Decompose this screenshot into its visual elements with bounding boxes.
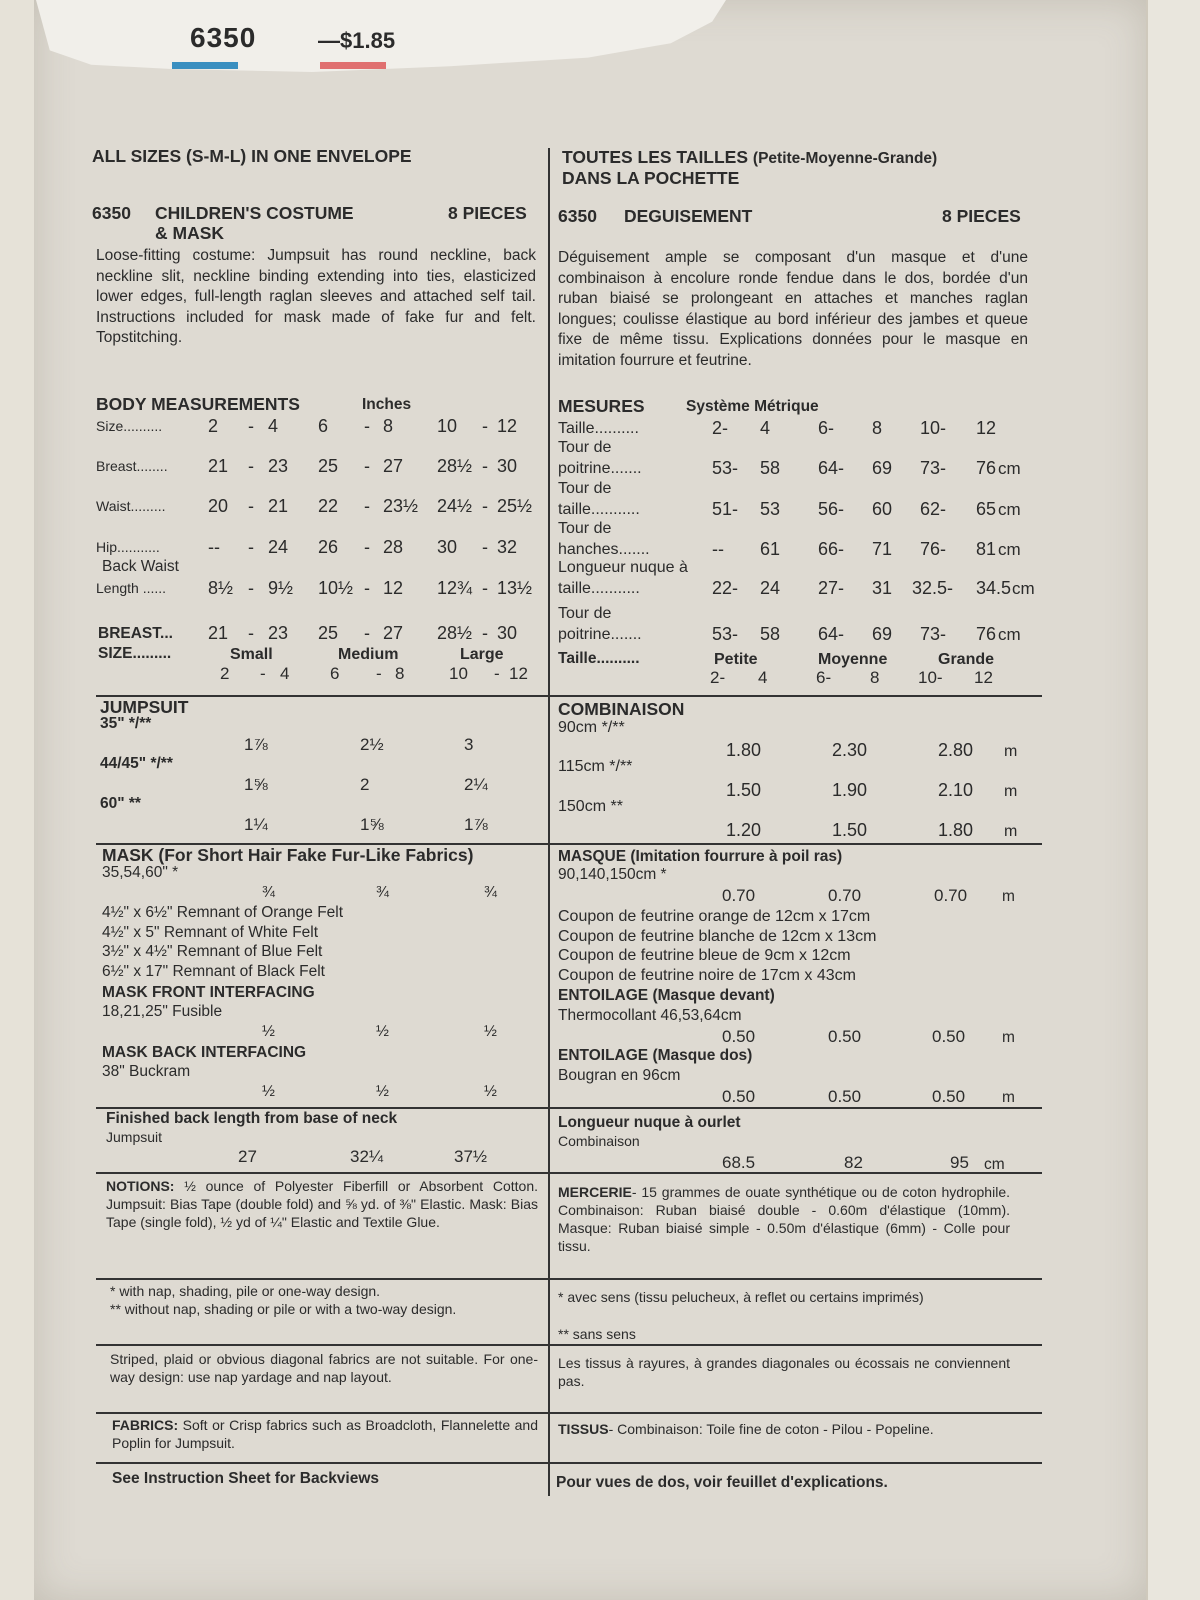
mesures-system: Système Métrique	[686, 398, 819, 415]
mask-yardage: ¾	[376, 884, 389, 901]
back-waist-label: Back Waist	[102, 558, 179, 575]
jumpsuit-title: JUMPSUIT	[100, 697, 189, 717]
mask-back-label: 38" Buckram	[102, 1063, 191, 1080]
entoilage-front-metrage: 0.50	[828, 1027, 862, 1046]
body-meas-value: -	[248, 456, 254, 476]
body-meas-value: 20	[208, 496, 229, 516]
longueur-title: Longueur nuque à ourlet	[558, 1114, 741, 1131]
right-pieces: 8 PIECES	[942, 206, 1021, 226]
breast-value: 21	[208, 623, 229, 643]
combinaison-metrage: 2.80	[938, 740, 974, 760]
size-value: -	[376, 664, 382, 683]
entoilage-back-metrage: 0.50	[722, 1087, 756, 1106]
body-meas-value: -	[364, 416, 370, 436]
nap-note-1: * with nap, shading, pile or one-way design.	[110, 1283, 381, 1299]
jumpsuit-fabric-label: 60" **	[100, 795, 141, 812]
body-meas-value: 23	[268, 456, 289, 476]
body-measurements-title: BODY MEASUREMENTS	[96, 394, 300, 414]
body-meas-value: 8	[383, 416, 394, 436]
mesure-value: 34.5	[976, 578, 1012, 598]
masque-title: MASQUE (Imitation fourrure à poil ras)	[558, 848, 843, 865]
jumpsuit-yardage: 1⅞	[244, 735, 268, 754]
mesure-value: 24	[760, 578, 781, 598]
mesure-value: 12	[976, 418, 997, 438]
taille-name: Moyenne	[818, 651, 888, 668]
feutrine-coupon: Coupon de feutrine noire de 17cm x 43cm	[558, 966, 856, 984]
mesure-value: 32.5-	[912, 578, 954, 598]
mask-title: MASK (For Short Hair Fake Fur-Like Fabrics)	[102, 845, 474, 865]
rule-see	[96, 1462, 1042, 1464]
masque-metrage: 0.70	[722, 886, 756, 905]
right-title-1a: TOUTES LES TAILLES	[562, 147, 749, 167]
size-name: Large	[460, 646, 504, 663]
mesure-value: 64-	[818, 458, 845, 478]
masque-fabric-label: 90,140,150cm *	[558, 866, 667, 883]
mesure-label-1: Tour de	[558, 480, 612, 497]
entoilage-front-label: Thermocollant 46,53,64cm	[558, 1007, 742, 1024]
tissus-text	[558, 1420, 1010, 1438]
size-name: Small	[230, 646, 273, 663]
felt-remnant: 6½" x 17" Remnant of Black Felt	[102, 962, 325, 980]
mesure-value: 4	[760, 418, 771, 438]
entoilage-front-metrage: 0.50	[932, 1027, 966, 1046]
body-meas-label: Length ......	[96, 580, 167, 596]
striped-note: Striped, plaid or obvious diagonal fabrics are not suitable. For one-way design: use nap yardage and nap layout.	[110, 1351, 538, 1385]
body-meas-value: 27	[383, 456, 404, 476]
body-meas-value: -	[248, 578, 254, 598]
size-value: 2	[220, 664, 230, 683]
left-pattern-name: CHILDREN'S COSTUME	[155, 203, 354, 223]
breast-value: -	[248, 623, 254, 643]
mesure-label-2: poitrine.......	[558, 626, 642, 643]
mesures-title: MESURES	[558, 396, 645, 416]
mesure-value: 73-	[920, 458, 947, 478]
entoilage-back-metrage: 0.50	[932, 1087, 966, 1106]
taille-value: 8	[870, 668, 880, 687]
combinaison-title: COMBINAISON	[558, 699, 685, 719]
combinaison-metrage: 1.50	[832, 820, 868, 840]
fabrics-label: FABRICS:	[112, 1417, 179, 1433]
mesure-label-2: taille...........	[558, 501, 640, 518]
breast-value: -	[482, 623, 488, 643]
mesure-value: 53-	[712, 624, 739, 644]
finished-title: Finished back length from base of neck	[106, 1110, 398, 1127]
left-pieces: 8 PIECES	[448, 203, 527, 223]
combinaison-fabric-label: 115cm */**	[558, 758, 633, 775]
mesure-value: 58	[760, 624, 781, 644]
body-meas-value: 6	[318, 416, 329, 436]
rule-fabrics	[96, 1412, 1042, 1414]
jumpsuit-yardage: 2	[360, 775, 370, 794]
masque-metrage: 0.70	[828, 886, 862, 905]
mesure-value: 81	[976, 539, 997, 559]
size-value: 10	[449, 664, 468, 683]
longueur-value: 82	[844, 1153, 863, 1172]
left-description: Loose-fitting costume: Jumpsuit has round neckline, back neckline slit, neckline binding extending into ties, elasticized lower edges, full-length raglan sleeves and attached self tail. Instructions included for mask made of fake fur and felt. Topstitching.	[96, 247, 536, 346]
mesure-label-2: taille...........	[558, 580, 640, 597]
masque-unit: m	[1002, 888, 1015, 905]
breast-value: -	[364, 623, 370, 643]
mesure-value: --	[712, 539, 724, 559]
body-meas-value: 2	[208, 416, 219, 436]
longueur-value: 68.5	[722, 1153, 756, 1172]
tissus-body: - Combinaison: Toile fine de coton - Pilou - Popeline.	[608, 1421, 934, 1437]
right-description: Déguisement ample se composant d'un masque et d'une combinaison à encolure ronde fendue dans le dos, bordée d'un ruban biaisé se prolongeant en attaches et manches raglan longues; coulisse élastique au bord inférieur des jambes et queue fixe de même tissu. Explications données pour le masque en imitation fourrure et feutrine.	[558, 249, 1028, 369]
finished-length: 27	[238, 1147, 257, 1166]
red-color-bar	[320, 62, 386, 69]
rule-nap	[96, 1278, 1042, 1280]
right-title-1	[562, 147, 937, 169]
fabrics-body: Soft or Crisp fabrics such as Broadcloth, Flannelette and Poplin for Jumpsuit.	[112, 1417, 539, 1451]
body-meas-value: 28½	[437, 456, 473, 476]
mesure-value: 69	[872, 624, 893, 644]
body-meas-value: 25	[318, 456, 339, 476]
jumpsuit-yardage: 1⅝	[244, 775, 268, 794]
body-meas-value: -	[248, 496, 254, 516]
body-meas-value: 30	[437, 537, 458, 557]
mask-yardage: ¾	[484, 884, 497, 901]
breast-value: 25	[318, 623, 339, 643]
body-meas-value: 4	[268, 416, 279, 436]
pattern-number: 6350	[190, 22, 257, 53]
envelope-edge	[1146, 0, 1200, 1600]
finished-length: 37½	[454, 1147, 488, 1166]
body-meas-value: -	[248, 416, 254, 436]
body-meas-value: -	[482, 496, 488, 516]
mesure-unit: cm	[998, 500, 1021, 519]
combinaison-metrage: 1.90	[832, 780, 868, 800]
mesure-label-1: Tour de	[558, 520, 612, 537]
mesure-value: 58	[760, 458, 781, 478]
breast-value: 23	[268, 623, 289, 643]
mask-back-title: MASK BACK INTERFACING	[102, 1044, 307, 1061]
entoilage-back-title: ENTOILAGE (Masque dos)	[558, 1047, 753, 1064]
taille-value: 4	[758, 668, 768, 687]
longueur-unit: cm	[984, 1156, 1005, 1173]
body-meas-value: -	[482, 578, 488, 598]
mesure-value: 76	[976, 624, 997, 644]
jumpsuit-yardage: 1⅞	[464, 815, 488, 834]
body-meas-value: -	[364, 456, 370, 476]
body-meas-value: -	[248, 537, 254, 557]
entoilage-back-metrage: 0.50	[828, 1087, 862, 1106]
right-title-2: DANS LA POCHETTE	[562, 168, 740, 188]
body-meas-value: -	[364, 496, 370, 516]
body-meas-label: Hip...........	[96, 539, 160, 555]
body-meas-value: 12¾	[437, 578, 473, 598]
size-row-label: SIZE.........	[98, 645, 172, 662]
jumpsuit-yardage: 3	[464, 735, 474, 754]
taille-value: 2-	[710, 668, 726, 687]
body-meas-value: -	[364, 578, 370, 598]
taille-value: 6-	[816, 668, 832, 687]
sens-note-2: ** sans sens	[558, 1326, 636, 1342]
mesure-value: 51-	[712, 499, 739, 519]
body-meas-value: 10½	[318, 578, 354, 598]
mesure-value: 31	[872, 578, 893, 598]
mask-front-title: MASK FRONT INTERFACING	[102, 984, 315, 1001]
notions-text	[106, 1177, 538, 1231]
mesure-label-1: Tour de	[558, 439, 612, 456]
voir-feuillet: Pour vues de dos, voir feuillet d'explications.	[556, 1474, 888, 1491]
mesure-value: 6-	[818, 418, 835, 438]
mask-front-yardage: ½	[262, 1023, 275, 1040]
fabrics-text	[112, 1416, 538, 1452]
price: —$1.85	[318, 28, 396, 53]
jumpsuit-fabric-label: 44/45" */**	[100, 755, 173, 772]
body-meas-value: 21	[268, 496, 289, 516]
size-value: 4	[280, 664, 290, 683]
combinaison-metrage: 1.80	[726, 740, 762, 760]
breast-value: 27	[383, 623, 404, 643]
mesure-value: 2-	[712, 418, 729, 438]
body-meas-label: Waist.........	[96, 498, 166, 514]
feutrine-coupon: Coupon de feutrine bleue de 9cm x 12cm	[558, 947, 851, 964]
column-divider	[548, 148, 550, 1496]
body-meas-value: --	[208, 537, 220, 557]
mesure-unit: cm	[1012, 579, 1035, 598]
body-meas-value: 13½	[497, 578, 533, 598]
body-meas-value: 22	[318, 496, 339, 516]
body-meas-value: 32	[497, 537, 518, 557]
body-meas-value: 25½	[497, 496, 533, 516]
combinaison-fabric-label: 150cm **	[558, 798, 623, 815]
body-meas-value: 26	[318, 537, 339, 557]
body-meas-value: 9½	[268, 578, 294, 598]
mesure-value: 76	[976, 458, 997, 478]
left-pattern-name2: & MASK	[155, 223, 225, 243]
blue-color-bar	[172, 62, 238, 69]
body-meas-value: 28	[383, 537, 404, 557]
mask-fabric-label: 35,54,60" *	[102, 864, 179, 881]
mesure-label-1: Longueur nuque à	[558, 559, 688, 576]
body-meas-value: 21	[208, 456, 229, 476]
mesure-value: 73-	[920, 624, 947, 644]
taille-value: 12	[974, 668, 993, 687]
jumpsuit-yardage: 1¼	[244, 815, 268, 834]
mask-front-yardage: ½	[484, 1023, 497, 1040]
size-value: 6	[330, 664, 340, 683]
mesure-unit: cm	[998, 459, 1021, 478]
mesure-value: 10-	[920, 418, 947, 438]
right-pattern-no: 6350	[558, 206, 597, 226]
combinaison-unit: m	[1004, 743, 1018, 760]
mesure-value: 27-	[818, 578, 845, 598]
mesure-value: 53-	[712, 458, 739, 478]
entoilage-back-unit: m	[1002, 1089, 1015, 1106]
body-meas-value: 10	[437, 416, 458, 436]
mesure-label-1: Tour de	[558, 605, 612, 622]
combinaison-metrage: 1.80	[938, 820, 974, 840]
body-meas-value: -	[482, 416, 488, 436]
see-instruction: See Instruction Sheet for Backviews	[112, 1470, 380, 1487]
left-pattern-no: 6350	[92, 203, 131, 223]
breast-value: 30	[497, 623, 518, 643]
rayures-note: Les tissus à rayures, à grandes diagonales ou écossais ne conviennent pas.	[558, 1355, 1010, 1389]
rule-striped	[96, 1344, 1042, 1346]
entoilage-front-unit: m	[1002, 1029, 1015, 1046]
combinaison-unit: m	[1004, 823, 1018, 840]
body-measurements-units: Inches	[362, 396, 412, 413]
mesure-value: 64-	[818, 624, 845, 644]
longueur-sub: Combinaison	[558, 1133, 640, 1149]
felt-remnant: 3½" x 4½" Remnant of Blue Felt	[102, 943, 323, 960]
entoilage-back-label: Bougran en 96cm	[558, 1067, 681, 1084]
notions-body: ½ ounce of Polyester Fiberfill or Absorbent Cotton. Jumpsuit: Bias Tape (double fold) and ⅝ yd. of ⅜" Elastic. Mask: Bias Tape (single fold), ½ yd of ¼" Elastic and Textile Glue.	[106, 1178, 538, 1230]
combinaison-metrage: 1.50	[726, 780, 762, 800]
size-value: -	[494, 664, 500, 683]
rule-finished	[96, 1107, 1042, 1109]
longueur-value: 95	[950, 1153, 969, 1172]
combinaison-metrage: 1.20	[726, 820, 762, 840]
mesure-value: 61	[760, 539, 781, 559]
mesure-value: 66-	[818, 539, 845, 559]
breast-value: 28½	[437, 623, 473, 643]
taille-row-label: Taille..........	[558, 650, 640, 667]
right-title-1b: (Petite-Moyenne-Grande)	[752, 150, 938, 167]
size-value: 8	[395, 664, 405, 683]
body-meas-value: -	[482, 456, 488, 476]
combinaison-metrage: 2.10	[938, 780, 974, 800]
left-title: ALL SIZES (S-M-L) IN ONE ENVELOPE	[92, 146, 412, 166]
nap-note-2: ** without nap, shading or pile or with a two-way design.	[110, 1301, 457, 1317]
taille-name: Petite	[714, 651, 758, 668]
mask-back-yardage: ½	[262, 1083, 275, 1100]
body-meas-value: -	[482, 537, 488, 557]
entoilage-front-title: ENTOILAGE (Masque devant)	[558, 987, 775, 1004]
body-meas-value: 12	[383, 578, 404, 598]
body-meas-value: -	[364, 537, 370, 557]
right-pattern-name: DEGUISEMENT	[624, 206, 753, 226]
size-name: Medium	[338, 646, 399, 663]
body-meas-value: 24½	[437, 496, 473, 516]
mesure-value: 76-	[920, 539, 947, 559]
taille-value: 10-	[918, 668, 943, 687]
notions-label: NOTIONS:	[106, 1178, 175, 1194]
rule-jumpsuit	[96, 695, 1042, 697]
sens-note-1: * avec sens (tissu pelucheux, à reflet ou certains imprimés)	[558, 1289, 924, 1305]
mesure-value: 60	[872, 499, 893, 519]
body-meas-value: 24	[268, 537, 289, 557]
finished-length: 32¼	[350, 1147, 384, 1166]
mask-back-yardage: ½	[376, 1083, 389, 1100]
body-meas-value: 30	[497, 456, 518, 476]
tissus-label: TISSUS	[558, 1421, 609, 1437]
body-meas-label: Size..........	[96, 418, 163, 434]
jumpsuit-yardage: 2¼	[464, 775, 488, 794]
mesure-value: 8	[872, 418, 883, 438]
mesure-value: 53	[760, 499, 781, 519]
mesure-unit: cm	[998, 625, 1021, 644]
mercerie-text	[558, 1183, 1010, 1255]
mesure-label-2: poitrine.......	[558, 460, 642, 477]
mesure-value: 62-	[920, 499, 947, 519]
felt-remnant: 4½" x 5" Remnant of White Felt	[102, 923, 319, 941]
body-meas-value: 12	[497, 416, 518, 436]
mesure-label-2: Taille..........	[558, 420, 639, 437]
mask-front-label: 18,21,25" Fusible	[102, 1003, 223, 1020]
combinaison-fabric-label: 90cm */**	[558, 719, 625, 736]
masque-metrage: 0.70	[934, 886, 968, 905]
feutrine-coupon: Coupon de feutrine orange de 12cm x 17cm	[558, 908, 871, 925]
finished-sub: Jumpsuit	[106, 1129, 163, 1145]
mesure-value: 65	[976, 499, 997, 519]
taille-name: Grande	[938, 651, 995, 668]
mercerie-label: MERCERIE	[558, 1184, 632, 1200]
mesure-value: 69	[872, 458, 893, 478]
body-meas-value: 8½	[208, 578, 234, 598]
mask-front-yardage: ½	[376, 1023, 389, 1040]
combinaison-unit: m	[1004, 783, 1018, 800]
felt-remnant: 4½" x 6½" Remnant of Orange Felt	[102, 904, 344, 921]
entoilage-front-metrage: 0.50	[722, 1027, 756, 1046]
combinaison-metrage: 2.30	[832, 740, 868, 760]
body-meas-value: 23½	[383, 496, 419, 516]
mercerie-body: - 15 grammes de ouate synthétique ou de coton hydrophile. Combinaison: Ruban biaisé double - 0.60m d'élastique (10mm). Masque: Ruban biaisé simple - 0.50m d'élastique (6mm) - Colle pour tissu.	[558, 1184, 1010, 1254]
jumpsuit-yardage: 2½	[360, 735, 384, 754]
feutrine-coupon: Coupon de feutrine blanche de 12cm x 13cm	[558, 927, 877, 945]
mesure-value: 22-	[712, 578, 739, 598]
mesure-unit: cm	[998, 540, 1021, 559]
mesure-label-2: hanches.......	[558, 541, 650, 558]
breast-row-label: BREAST...	[98, 625, 173, 642]
mesure-value: 71	[872, 539, 893, 559]
jumpsuit-yardage: 1⅝	[360, 815, 384, 834]
jumpsuit-fabric-label: 35" */**	[100, 715, 152, 732]
body-meas-label: Breast........	[96, 458, 168, 474]
mesure-value: 56-	[818, 499, 845, 519]
size-value: 12	[509, 664, 528, 683]
mask-back-yardage: ½	[484, 1083, 497, 1100]
mask-yardage: ¾	[262, 884, 275, 901]
rule-notions	[96, 1172, 1042, 1174]
size-value: -	[260, 664, 266, 683]
